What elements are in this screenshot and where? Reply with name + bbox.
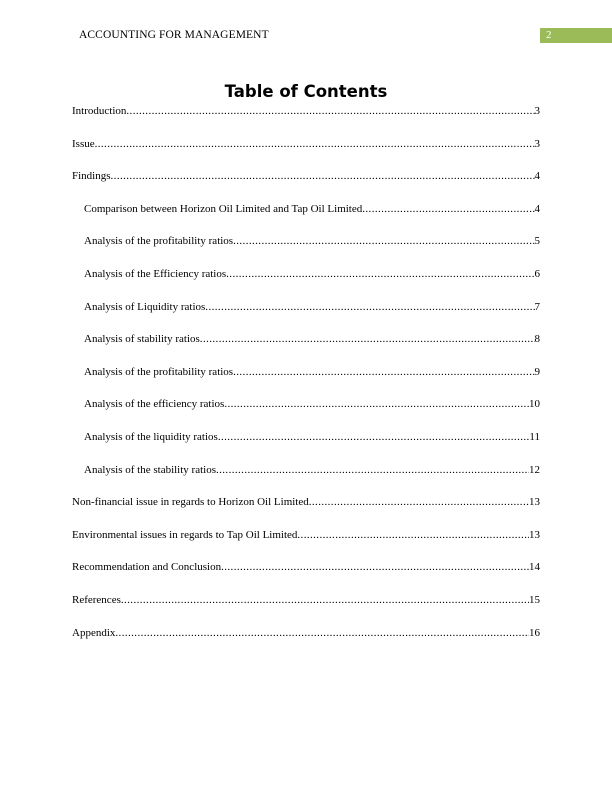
toc-heading: Table of Contents xyxy=(224,82,388,101)
toc-dot-leader xyxy=(200,332,535,346)
toc-entry-page-number: 14 xyxy=(529,561,540,574)
toc-entry-title: Analysis of the Efficiency ratios xyxy=(84,268,227,280)
toc-dot-leader xyxy=(224,397,529,411)
toc-dot-leader xyxy=(297,528,529,542)
toc-dot-leader xyxy=(218,430,530,444)
toc-entry-page-number: 3 xyxy=(534,105,540,117)
toc-entry-title: Analysis of the stability ratios xyxy=(84,463,216,476)
toc-entry-title: Analysis of the efficiency ratios xyxy=(84,398,225,411)
toc-entry[interactable] xyxy=(72,104,540,118)
toc-entry-title: Introduction xyxy=(72,105,127,117)
toc-entry[interactable] xyxy=(84,397,540,411)
toc-entry-page-number: 8 xyxy=(534,333,540,346)
toc-entry[interactable] xyxy=(84,365,540,379)
toc-entry-title: Analysis of the profitability ratios xyxy=(84,365,234,378)
toc-entry-title: Recommendation and Conclusion xyxy=(72,561,222,574)
toc-dot-leader xyxy=(226,267,534,281)
toc-entry-page-number: 5 xyxy=(534,235,540,248)
toc-entry-page-number: 4 xyxy=(534,170,540,183)
toc-entry-page-number: 9 xyxy=(534,365,540,378)
toc-entry[interactable] xyxy=(72,593,540,607)
toc-entry-title: References xyxy=(72,594,121,606)
toc-dot-leader xyxy=(95,137,535,151)
toc-entry[interactable] xyxy=(72,528,540,542)
toc-dot-leader xyxy=(121,593,529,607)
toc-dot-leader xyxy=(216,463,529,477)
toc-dot-leader xyxy=(115,626,529,640)
toc-entry-title: Findings xyxy=(72,170,111,183)
toc-entry[interactable] xyxy=(84,300,540,314)
toc-dot-leader xyxy=(221,560,529,574)
toc-dot-leader xyxy=(126,104,534,118)
toc-entry-title: Analysis of stability ratios xyxy=(84,333,200,346)
toc-entry-title: Analysis of the liquidity ratios xyxy=(84,431,218,443)
toc-entry-page-number: 4 xyxy=(534,202,540,215)
toc-entry[interactable] xyxy=(72,137,540,151)
toc-entry[interactable] xyxy=(84,463,540,477)
toc-dot-leader xyxy=(309,495,529,509)
toc-entry-page-number: 13 xyxy=(529,496,540,509)
toc-entry[interactable] xyxy=(84,332,540,346)
toc-entry-title: Comparison between Horizon Oil Limited and Tap Oil Limited xyxy=(84,202,363,215)
toc-dot-leader xyxy=(205,300,534,314)
toc-entry[interactable] xyxy=(84,234,540,248)
toc-entry-page-number: 11 xyxy=(529,431,540,443)
toc-entry-page-number: 16 xyxy=(529,626,540,639)
toc-entry[interactable] xyxy=(72,626,540,640)
toc-dot-leader xyxy=(362,202,534,216)
toc-entry-title: Issue xyxy=(72,137,95,150)
toc-entry[interactable] xyxy=(72,495,540,509)
toc-entry-page-number: 7 xyxy=(534,300,540,313)
toc-entry-page-number: 13 xyxy=(529,528,540,541)
toc-entry[interactable] xyxy=(72,560,540,574)
toc-entry-title: Non-financial issue in regards to Horizon Oil Limited xyxy=(72,496,309,509)
toc-dot-leader xyxy=(233,365,534,379)
toc-entry-title: Appendix xyxy=(72,626,116,639)
toc-entry-page-number: 15 xyxy=(529,594,540,606)
toc-entry-page-number: 12 xyxy=(529,463,540,476)
running-header-title: ACCOUNTING FOR MANAGEMENT xyxy=(79,29,269,41)
toc-entry-page-number: 10 xyxy=(529,398,540,411)
toc-dot-leader xyxy=(111,169,535,183)
toc-entry-page-number: 6 xyxy=(534,268,540,280)
page-number-badge: 2 xyxy=(540,28,612,43)
toc-dot-leader xyxy=(233,234,534,248)
toc-entry[interactable] xyxy=(72,169,540,183)
toc-entry-page-number: 3 xyxy=(534,137,540,150)
toc-entry-title: Analysis of the profitability ratios xyxy=(84,235,234,248)
toc-entry[interactable] xyxy=(84,267,540,281)
toc-entry[interactable] xyxy=(84,202,540,216)
toc-entry-title: Environmental issues in regards to Tap Oil Limited xyxy=(72,528,298,541)
toc-entry-title: Analysis of Liquidity ratios xyxy=(84,300,206,313)
toc-entry[interactable] xyxy=(84,430,540,444)
